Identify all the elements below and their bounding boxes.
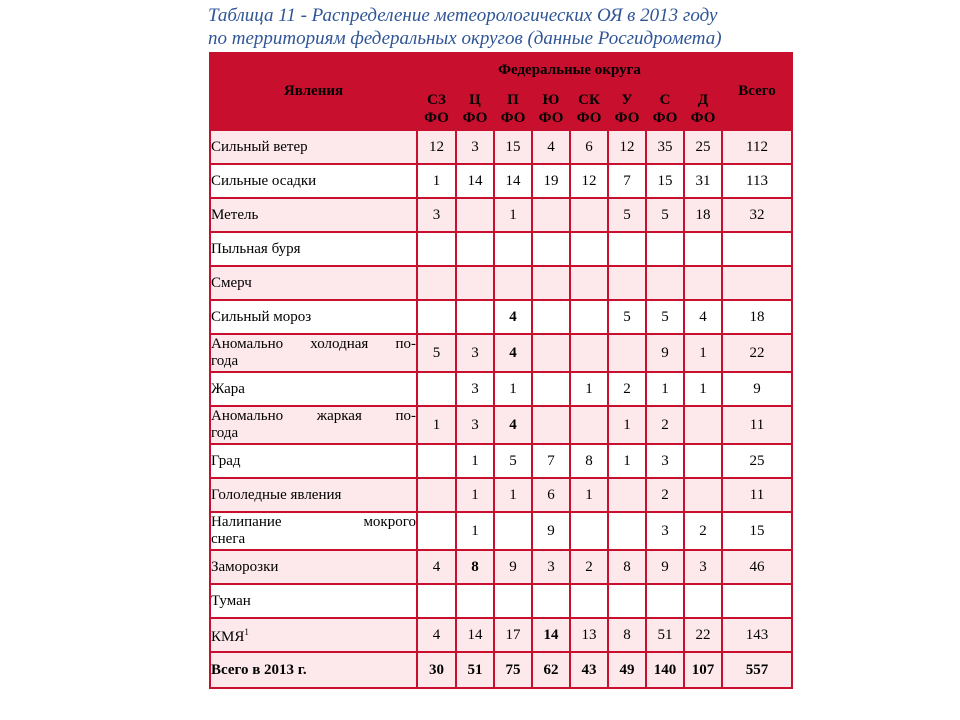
district-value [417, 512, 456, 550]
header-total: Всего [722, 53, 792, 130]
district-suffix: ФО [462, 109, 488, 126]
district-value: 5 [417, 334, 456, 372]
district-value: 1 [494, 198, 532, 232]
district-value: 2 [646, 406, 684, 444]
district-value: 2 [646, 478, 684, 512]
table-row [210, 512, 792, 550]
district-value: 1 [494, 372, 532, 406]
header-row-1 [210, 53, 792, 87]
district-value: 12 [417, 130, 456, 164]
district-abbr: СЗ [427, 91, 446, 108]
district-value: 3 [456, 334, 494, 372]
district-value [608, 584, 646, 618]
row-total: 18 [722, 300, 792, 334]
district-value: 14 [494, 164, 532, 198]
table-row [210, 334, 792, 372]
district-suffix: ФО [614, 109, 640, 126]
district-value: 1 [608, 406, 646, 444]
district-value [532, 334, 570, 372]
district-value: 14 [456, 164, 494, 198]
district-value [417, 300, 456, 334]
district-abbr: У [621, 91, 633, 108]
row-total [722, 584, 792, 618]
district-value [570, 334, 608, 372]
row-total: 113 [722, 164, 792, 198]
district-value: 2 [684, 512, 722, 550]
row-total: 11 [722, 406, 792, 444]
grand-total-value: 43 [570, 652, 608, 688]
row-phenomenon: КМЯ$^1$ [210, 618, 417, 652]
row-phenomenon: Налипание мокрого снега [210, 512, 417, 550]
district-value [494, 266, 532, 300]
table-row [210, 130, 792, 164]
district-value: 12 [570, 164, 608, 198]
row-phenomenon: Аномально жаркая по- года [210, 406, 417, 444]
header-district [608, 87, 646, 130]
table-row [210, 372, 792, 406]
district-value [417, 478, 456, 512]
row-phenomenon: Жара [210, 372, 417, 406]
district-suffix: ФО [576, 109, 602, 126]
district-value: 7 [532, 444, 570, 478]
district-value [608, 478, 646, 512]
district-value [646, 266, 684, 300]
table-row [210, 444, 792, 478]
row-phenomenon: Смерч [210, 266, 417, 300]
district-value [646, 584, 684, 618]
district-value [570, 232, 608, 266]
table-row [210, 550, 792, 584]
district-value [417, 232, 456, 266]
district-value [684, 444, 722, 478]
district-value [570, 512, 608, 550]
district-value: 3 [646, 512, 684, 550]
caption-line-1: Таблица 11 - Распределение метеорологических ОЯ в 2013 году [208, 5, 718, 26]
header-districts-group: Федеральные округа [417, 53, 722, 87]
district-value [456, 584, 494, 618]
district-value: 1 [494, 478, 532, 512]
district-value [456, 232, 494, 266]
district-value: 5 [608, 198, 646, 232]
row-total [722, 266, 792, 300]
grand-total-value: 75 [494, 652, 532, 688]
table-row [210, 478, 792, 512]
district-value [608, 512, 646, 550]
district-value: 31 [684, 164, 722, 198]
district-value: 8 [608, 618, 646, 652]
row-phenomenon: Аномально холодная по- года [210, 334, 417, 372]
row-total: 11 [722, 478, 792, 512]
district-value: 8 [456, 550, 494, 584]
grand-total-value: 107 [684, 652, 722, 688]
district-value: 4 [417, 550, 456, 584]
table-row [210, 406, 792, 444]
district-value: 1 [570, 478, 608, 512]
grand-total-value: 62 [532, 652, 570, 688]
district-value [570, 300, 608, 334]
row-total: 32 [722, 198, 792, 232]
district-value [684, 406, 722, 444]
district-value [570, 584, 608, 618]
district-value: 1 [456, 478, 494, 512]
district-value: 1 [684, 372, 722, 406]
grand-total-label: Всего в 2013 г. [210, 652, 417, 688]
district-value: 3 [684, 550, 722, 584]
district-value: 19 [532, 164, 570, 198]
district-value [684, 232, 722, 266]
row-phenomenon: Гололедные явления [210, 478, 417, 512]
district-value [570, 266, 608, 300]
district-value: 9 [646, 334, 684, 372]
district-value [570, 198, 608, 232]
table-row [210, 584, 792, 618]
district-suffix: ФО [652, 109, 678, 126]
district-value: 5 [608, 300, 646, 334]
district-value [532, 198, 570, 232]
header-district [456, 87, 494, 130]
district-value [532, 372, 570, 406]
district-value [608, 266, 646, 300]
district-suffix: ФО [690, 109, 716, 126]
grand-total-value: 140 [646, 652, 684, 688]
district-value: 3 [456, 406, 494, 444]
district-value [417, 266, 456, 300]
header-district [646, 87, 684, 130]
row-total: 25 [722, 444, 792, 478]
row-total: 22 [722, 334, 792, 372]
row-total: 46 [722, 550, 792, 584]
grand-total-sum: 557 [722, 652, 792, 688]
district-value [646, 232, 684, 266]
district-value [494, 512, 532, 550]
row-phenomenon: Заморозки [210, 550, 417, 584]
phenomena-table [209, 52, 793, 689]
header-district [570, 87, 608, 130]
table-row [210, 164, 792, 198]
district-value [494, 232, 532, 266]
district-value [532, 232, 570, 266]
row-phenomenon: Туман [210, 584, 417, 618]
district-value: 14 [456, 618, 494, 652]
row-phenomenon: Сильный мороз [210, 300, 417, 334]
header-district [684, 87, 722, 130]
grand-total-value: 49 [608, 652, 646, 688]
row-total [722, 232, 792, 266]
district-value: 15 [494, 130, 532, 164]
district-abbr: СК [578, 91, 600, 108]
district-abbr: Ц [469, 91, 481, 108]
table-row [210, 266, 792, 300]
district-value [684, 584, 722, 618]
caption-line-2: по территориям федеральных округов (данные Росгидромета) [208, 28, 722, 49]
district-value [532, 266, 570, 300]
district-abbr: С [659, 91, 671, 108]
row-total: 143 [722, 618, 792, 652]
district-value: 3 [646, 444, 684, 478]
district-value [494, 584, 532, 618]
row-phenomenon: Сильные осадки [210, 164, 417, 198]
district-value: 9 [532, 512, 570, 550]
district-value: 6 [532, 478, 570, 512]
grand-total-row [210, 652, 792, 688]
district-value: 2 [608, 372, 646, 406]
district-value: 4 [494, 334, 532, 372]
district-value: 13 [570, 618, 608, 652]
district-value: 25 [684, 130, 722, 164]
district-value: 5 [646, 300, 684, 334]
district-value: 14 [532, 618, 570, 652]
district-value [456, 300, 494, 334]
row-total: 15 [722, 512, 792, 550]
table-row [210, 618, 792, 652]
district-value [456, 266, 494, 300]
district-suffix: ФО [538, 109, 564, 126]
district-value [417, 372, 456, 406]
district-value [608, 232, 646, 266]
district-value [684, 266, 722, 300]
district-value: 17 [494, 618, 532, 652]
table-row [210, 300, 792, 334]
district-value: 9 [494, 550, 532, 584]
district-abbr: Д [697, 91, 709, 108]
row-total: 9 [722, 372, 792, 406]
district-value: 4 [494, 300, 532, 334]
district-value: 1 [608, 444, 646, 478]
district-suffix: ФО [500, 109, 526, 126]
district-value: 7 [608, 164, 646, 198]
district-value: 2 [570, 550, 608, 584]
district-value [532, 300, 570, 334]
district-suffix: ФО [424, 109, 449, 126]
district-value: 1 [456, 444, 494, 478]
grand-total-value: 30 [417, 652, 456, 688]
row-phenomenon: Сильный ветер [210, 130, 417, 164]
district-value: 51 [646, 618, 684, 652]
district-value [532, 584, 570, 618]
district-abbr: Ю [542, 91, 560, 108]
district-value: 5 [646, 198, 684, 232]
district-value [570, 406, 608, 444]
row-phenomenon: Пыльная буря [210, 232, 417, 266]
district-value: 3 [456, 372, 494, 406]
district-value: 6 [570, 130, 608, 164]
district-value: 1 [456, 512, 494, 550]
district-value: 9 [646, 550, 684, 584]
table-row [210, 198, 792, 232]
district-value [532, 406, 570, 444]
district-value [608, 334, 646, 372]
footnote-marker: 1 [244, 627, 249, 637]
district-value [417, 584, 456, 618]
district-value [417, 444, 456, 478]
table-row [210, 232, 792, 266]
district-value: 3 [417, 198, 456, 232]
header-district [494, 87, 532, 130]
district-value [456, 198, 494, 232]
row-total: 112 [722, 130, 792, 164]
district-value: 4 [494, 406, 532, 444]
district-value: 4 [532, 130, 570, 164]
row-phenomenon: Град [210, 444, 417, 478]
district-value: 1 [684, 334, 722, 372]
district-value [684, 478, 722, 512]
district-value: 15 [646, 164, 684, 198]
district-value: 3 [456, 130, 494, 164]
table-caption [208, 4, 808, 50]
district-value: 4 [417, 618, 456, 652]
district-value: 22 [684, 618, 722, 652]
district-value: 8 [608, 550, 646, 584]
header-district [417, 87, 456, 130]
district-value: 1 [646, 372, 684, 406]
district-value: 35 [646, 130, 684, 164]
district-value: 18 [684, 198, 722, 232]
header-phenomena: Явления [210, 53, 417, 130]
district-value: 4 [684, 300, 722, 334]
district-value: 1 [570, 372, 608, 406]
district-value: 3 [532, 550, 570, 584]
district-value: 12 [608, 130, 646, 164]
district-value: 8 [570, 444, 608, 478]
grand-total-value: 51 [456, 652, 494, 688]
district-value: 1 [417, 164, 456, 198]
row-phenomenon: Метель [210, 198, 417, 232]
district-value: 5 [494, 444, 532, 478]
district-value: 1 [417, 406, 456, 444]
header-district [532, 87, 570, 130]
district-abbr: П [507, 91, 519, 108]
